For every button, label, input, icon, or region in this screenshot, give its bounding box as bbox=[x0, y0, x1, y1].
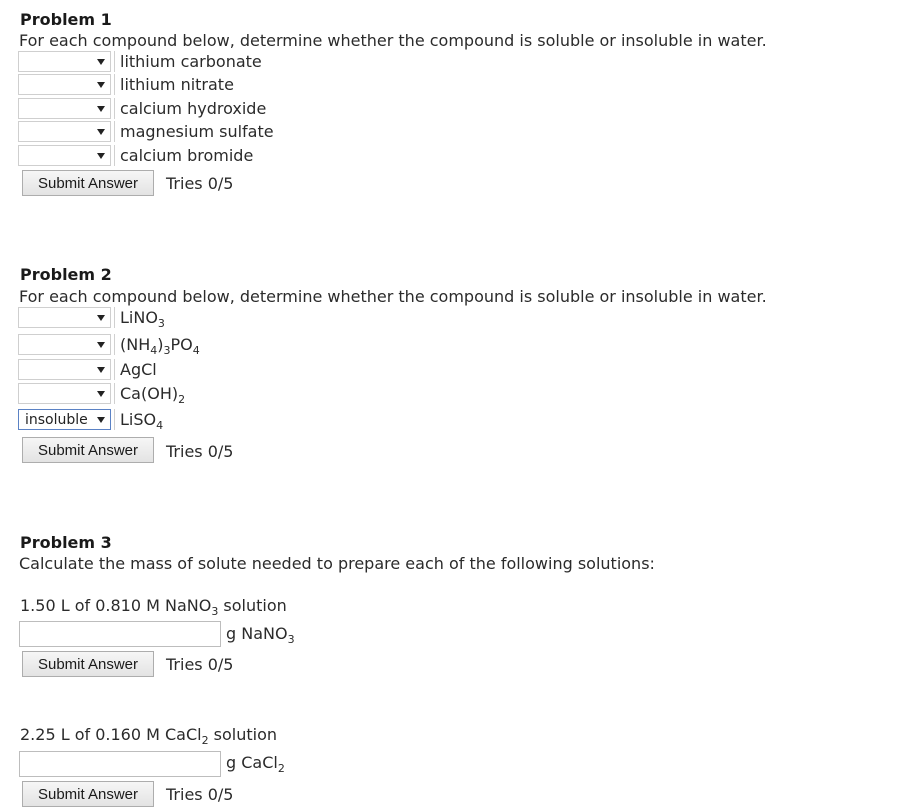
dropdown-arrow-icon bbox=[97, 417, 105, 423]
divider bbox=[114, 307, 115, 328]
solubility-select[interactable] bbox=[18, 121, 111, 142]
compound-label bbox=[120, 384, 186, 406]
compound-label bbox=[120, 410, 164, 432]
formula-subscript: 3 bbox=[163, 344, 171, 357]
mass-input[interactable] bbox=[19, 751, 221, 777]
divider bbox=[114, 383, 115, 404]
compound-label: magnesium sulfate bbox=[120, 122, 274, 141]
divider bbox=[114, 51, 115, 72]
solubility-select[interactable] bbox=[18, 383, 111, 404]
solubility-select[interactable] bbox=[18, 51, 111, 72]
formula-text: (NH bbox=[120, 335, 151, 354]
solubility-select[interactable] bbox=[18, 98, 111, 119]
problem-2-row bbox=[18, 382, 185, 405]
solubility-select[interactable] bbox=[18, 74, 111, 95]
compound-label bbox=[120, 335, 200, 357]
dropdown-arrow-icon bbox=[97, 129, 105, 135]
submit-answer-button[interactable]: Submit Answer bbox=[22, 781, 154, 807]
submit-answer-button[interactable]: Submit Answer bbox=[22, 651, 154, 677]
formula-subscript: 3 bbox=[211, 605, 219, 618]
unit-label bbox=[226, 753, 285, 775]
dropdown-arrow-icon bbox=[97, 367, 105, 373]
tries-counter: Tries 0/5 bbox=[166, 785, 234, 804]
dropdown-arrow-icon bbox=[97, 82, 105, 88]
divider bbox=[114, 121, 115, 142]
compound-label bbox=[120, 360, 157, 379]
formula-subscript: 3 bbox=[287, 633, 295, 646]
problem-1-row bbox=[18, 73, 234, 96]
description-text: solution bbox=[218, 596, 287, 615]
problem-1-row bbox=[18, 144, 253, 167]
formula-subscript: 2 bbox=[178, 393, 186, 406]
tries-counter: Tries 0/5 bbox=[166, 442, 234, 461]
compound-label: calcium bromide bbox=[120, 146, 254, 165]
dropdown-arrow-icon bbox=[97, 342, 105, 348]
problem-3-prompt: Calculate the mass of solute needed to prepare each of the following solutions: bbox=[19, 554, 655, 573]
formula-subscript: 2 bbox=[201, 734, 209, 747]
formula-text: LiNO bbox=[120, 308, 158, 327]
problem-2-row bbox=[18, 408, 163, 431]
formula-subscript: 4 bbox=[156, 419, 164, 432]
unit-text: g NaNO bbox=[226, 624, 288, 643]
dropdown-arrow-icon bbox=[97, 391, 105, 397]
description-text: 2.25 L of 0.160 M CaCl bbox=[20, 725, 202, 744]
submit-answer-button[interactable]: Submit Answer bbox=[22, 170, 154, 196]
solubility-select[interactable] bbox=[18, 307, 111, 328]
dropdown-arrow-icon bbox=[97, 59, 105, 65]
formula-text: ) bbox=[157, 335, 164, 354]
problem-1-row bbox=[18, 97, 266, 120]
divider bbox=[114, 145, 115, 166]
solubility-select[interactable] bbox=[18, 334, 111, 355]
compound-label: calcium hydroxide bbox=[120, 99, 267, 118]
formula-subscript: 3 bbox=[157, 317, 165, 330]
problem-1-prompt: For each compound below, determine whether the compound is soluble or insoluble in water. bbox=[19, 31, 767, 50]
description-text: 1.50 L of 0.810 M NaNO bbox=[20, 596, 212, 615]
problem-2-prompt: For each compound below, determine whether the compound is soluble or insoluble in water. bbox=[19, 287, 767, 306]
formula-text: AgCl bbox=[120, 360, 157, 379]
solubility-select[interactable] bbox=[18, 359, 111, 380]
dropdown-arrow-icon bbox=[97, 106, 105, 112]
problem-1-title: Problem 1 bbox=[20, 10, 112, 29]
mass-input[interactable] bbox=[19, 621, 221, 647]
solution-description bbox=[20, 725, 278, 747]
divider bbox=[114, 334, 115, 355]
problem-2-row bbox=[18, 306, 165, 329]
problem-2-title: Problem 2 bbox=[20, 265, 112, 284]
compound-label: lithium carbonate bbox=[120, 52, 262, 71]
problem-2-row bbox=[18, 333, 200, 356]
problem-1-row bbox=[18, 50, 262, 73]
solution-description bbox=[20, 596, 287, 618]
select-value: insoluble bbox=[25, 411, 88, 428]
solubility-select[interactable] bbox=[18, 409, 111, 430]
tries-counter: Tries 0/5 bbox=[166, 655, 234, 674]
compound-label: lithium nitrate bbox=[120, 75, 234, 94]
divider bbox=[114, 409, 115, 430]
formula-text: LiSO bbox=[120, 410, 157, 429]
formula-subscript: 4 bbox=[150, 344, 158, 357]
problem-2-row bbox=[18, 358, 157, 381]
tries-counter: Tries 0/5 bbox=[166, 174, 234, 193]
dropdown-arrow-icon bbox=[97, 315, 105, 321]
dropdown-arrow-icon bbox=[97, 153, 105, 159]
unit-label bbox=[226, 624, 295, 646]
submit-answer-button[interactable]: Submit Answer bbox=[22, 437, 154, 463]
compound-label bbox=[120, 308, 165, 330]
divider bbox=[114, 98, 115, 119]
formula-text: PO bbox=[170, 335, 193, 354]
divider bbox=[114, 74, 115, 95]
unit-text: g CaCl bbox=[226, 753, 278, 772]
solubility-select[interactable] bbox=[18, 145, 111, 166]
problem-3-title: Problem 3 bbox=[20, 533, 112, 552]
formula-text: Ca(OH) bbox=[120, 384, 179, 403]
description-text: solution bbox=[208, 725, 278, 744]
divider bbox=[114, 359, 115, 380]
problem-1-row bbox=[18, 120, 274, 143]
formula-subscript: 2 bbox=[277, 762, 285, 775]
formula-subscript: 4 bbox=[192, 344, 200, 357]
